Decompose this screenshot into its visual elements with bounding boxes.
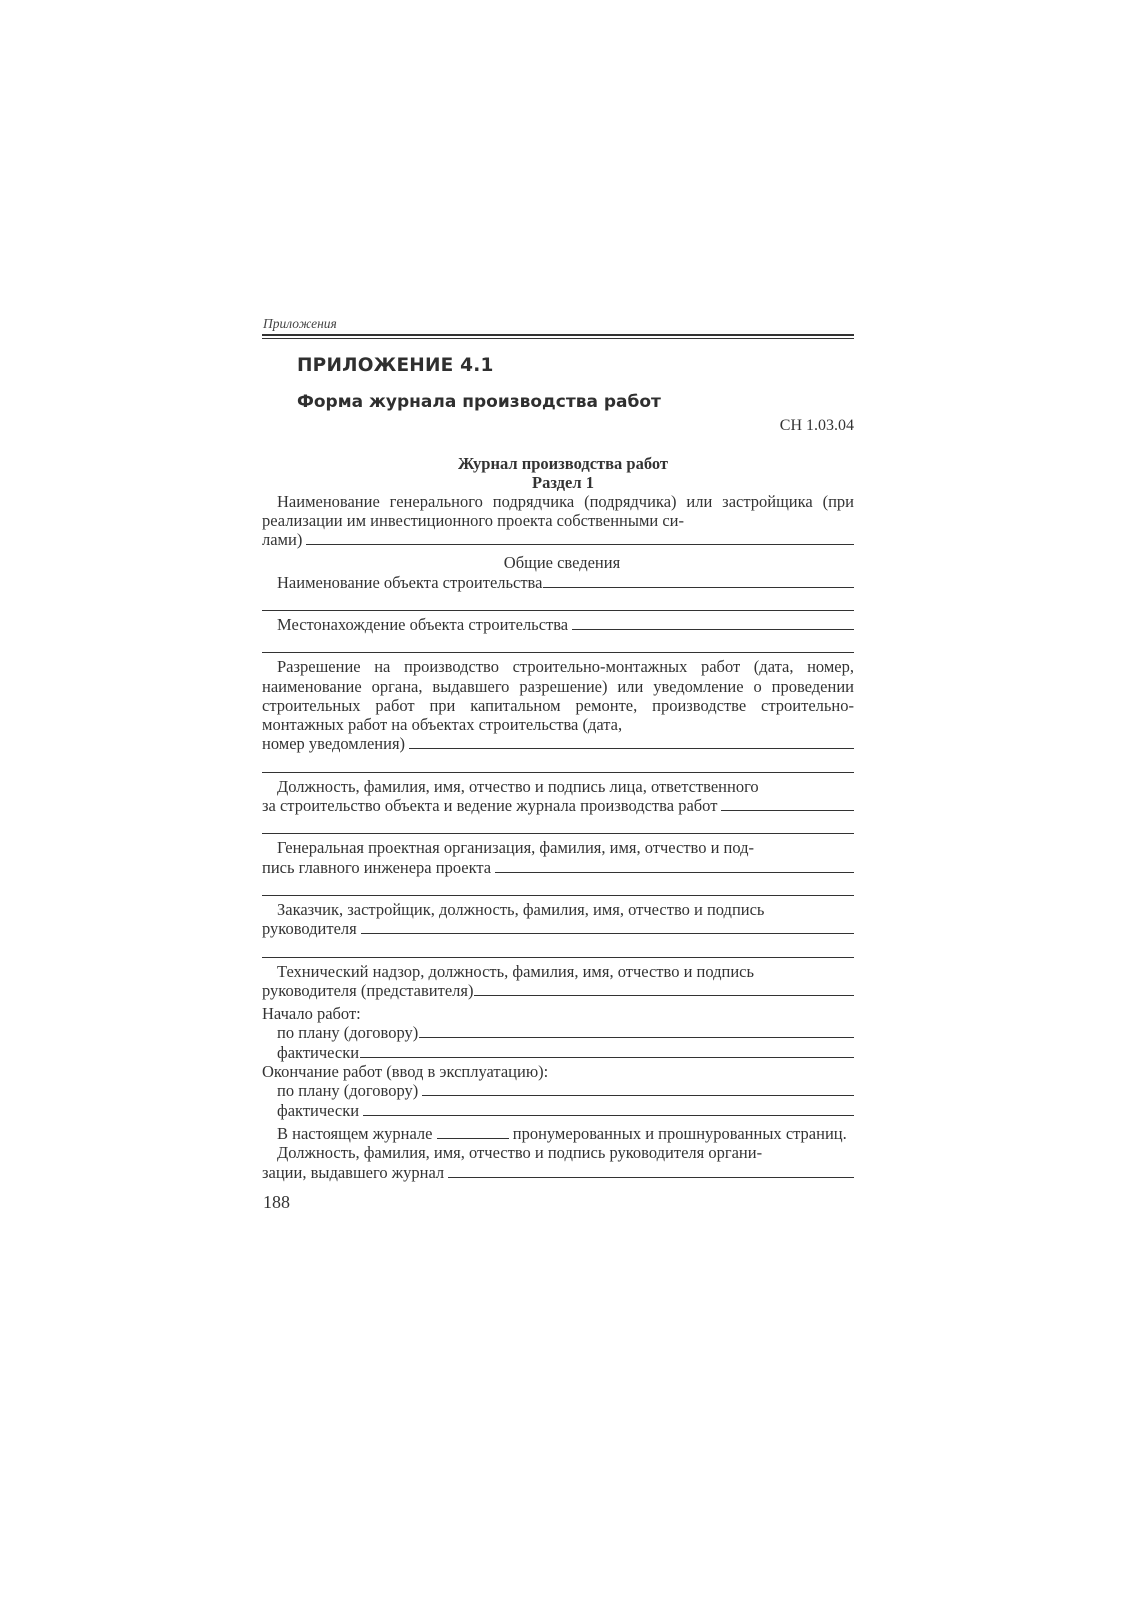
start-works-actual-blank [360, 1043, 854, 1058]
responsible-text: Должность, фамилия, имя, отчество и подпись лица, ответственного [277, 776, 759, 796]
customer-text: Заказчик, застройщик, должность, фамилия, имя, отчество и подпись [277, 899, 765, 919]
customer-extra-line [262, 939, 854, 958]
tech-supervision-field [262, 981, 854, 1000]
end-works-actual-label: фактически [277, 1100, 360, 1120]
start-works-plan-blank [419, 1023, 854, 1038]
contractor-field [262, 530, 854, 549]
object-name-field [262, 573, 854, 592]
permit-field [262, 734, 854, 753]
responsible-field [262, 796, 854, 815]
pages-note-after: пронумерованных и прошнурованных [512, 1123, 782, 1143]
design-org-text: Генеральная проектная организация, фамилия, имя, отчество и под- [277, 838, 755, 858]
issuer-text: Должность, фамилия, имя, отчество и подпись руководителя органи- [277, 1143, 763, 1163]
object-name-extra-line [262, 592, 854, 611]
running-head: Приложения [263, 316, 337, 331]
tech-supervision-last-line: руководителя (представителя) [262, 980, 474, 1000]
issuer-field [262, 1163, 854, 1182]
end-works-actual-field [262, 1101, 854, 1120]
object-location-field [262, 615, 854, 634]
object-name-blank [543, 573, 854, 588]
permit-text: Разрешение на производство строительно-монтажных работ (дата, номер, наименование органа, выдавшего разрешение) или уведомление о проведении строительных работ при капитальном ремонте, производстве строительно-монтажных работ на объектах строительства (дата, [262, 657, 854, 735]
customer-field [262, 919, 854, 938]
tech-supervision-text: Технический надзор, должность, фамилия, имя, отчество и подпись [277, 961, 755, 981]
responsible-extra-line [262, 815, 854, 834]
design-org-last-line: пись главного инженера проекта [262, 857, 492, 877]
contractor-last-line: лами) [262, 530, 303, 550]
design-org-extra-line [262, 877, 854, 896]
page-number: 188 [263, 1191, 290, 1212]
contractor-text: Наименование генерального подрядчика (подрядчика) или застройщика (при реализации им инвестиционного проекта собственными си- [262, 491, 854, 530]
end-works-heading: Окончание работ (ввод в эксплуатацию): [262, 1062, 549, 1082]
contractor-blank [306, 530, 854, 545]
pages-note [262, 1124, 854, 1143]
responsible-last-line: за строительство объекта и ведение журнала производства работ [262, 796, 718, 816]
document-page [262, 316, 854, 1213]
start-works-actual-field [262, 1043, 854, 1062]
object-location-label: Местонахождение объекта строительства [277, 614, 569, 634]
object-location-extra-line [262, 634, 854, 653]
appendix-title: ПРИЛОЖЕНИЕ 4.1 [297, 354, 494, 376]
journal-title: Журнал производства работ [457, 453, 669, 473]
document-code: СН 1.03.04 [779, 416, 854, 434]
start-works-heading: Начало работ: [262, 1004, 361, 1024]
end-works-plan-label: по плану (договору) [277, 1081, 419, 1101]
pages-note-last: страниц. [785, 1123, 847, 1143]
responsible-blank [721, 796, 854, 811]
permit-extra-line [262, 754, 854, 773]
customer-blank [361, 919, 854, 934]
general-info-heading: Общие сведения [503, 553, 621, 573]
object-name-label: Наименование объекта строительства [277, 572, 543, 592]
object-location-blank [572, 615, 854, 630]
end-works-plan-blank [422, 1081, 854, 1096]
appendix-subtitle: Форма журнала производства работ [297, 391, 661, 412]
end-works-plan-field [262, 1081, 854, 1100]
start-works-plan-label: по плану (договору) [277, 1023, 419, 1043]
end-works-actual-blank [363, 1101, 854, 1116]
issuer-blank [448, 1163, 854, 1178]
tech-supervision-blank [474, 981, 854, 996]
design-org-blank [495, 858, 854, 873]
design-org-field [262, 858, 854, 877]
permit-last-line: номер уведомления) [262, 734, 406, 754]
header-rule-thick [262, 334, 854, 336]
customer-last-line: руководителя [262, 919, 357, 939]
pages-count-blank [437, 1126, 509, 1139]
start-works-plan-field [262, 1023, 854, 1042]
section-title: Раздел 1 [532, 472, 594, 492]
header-rule-thin [262, 338, 854, 339]
pages-note-before: В настоящем журнале [277, 1123, 433, 1143]
start-works-actual-label: фактически [277, 1042, 360, 1062]
issuer-last-line: зации, выдавшего журнал [262, 1162, 445, 1182]
permit-blank [409, 734, 854, 749]
